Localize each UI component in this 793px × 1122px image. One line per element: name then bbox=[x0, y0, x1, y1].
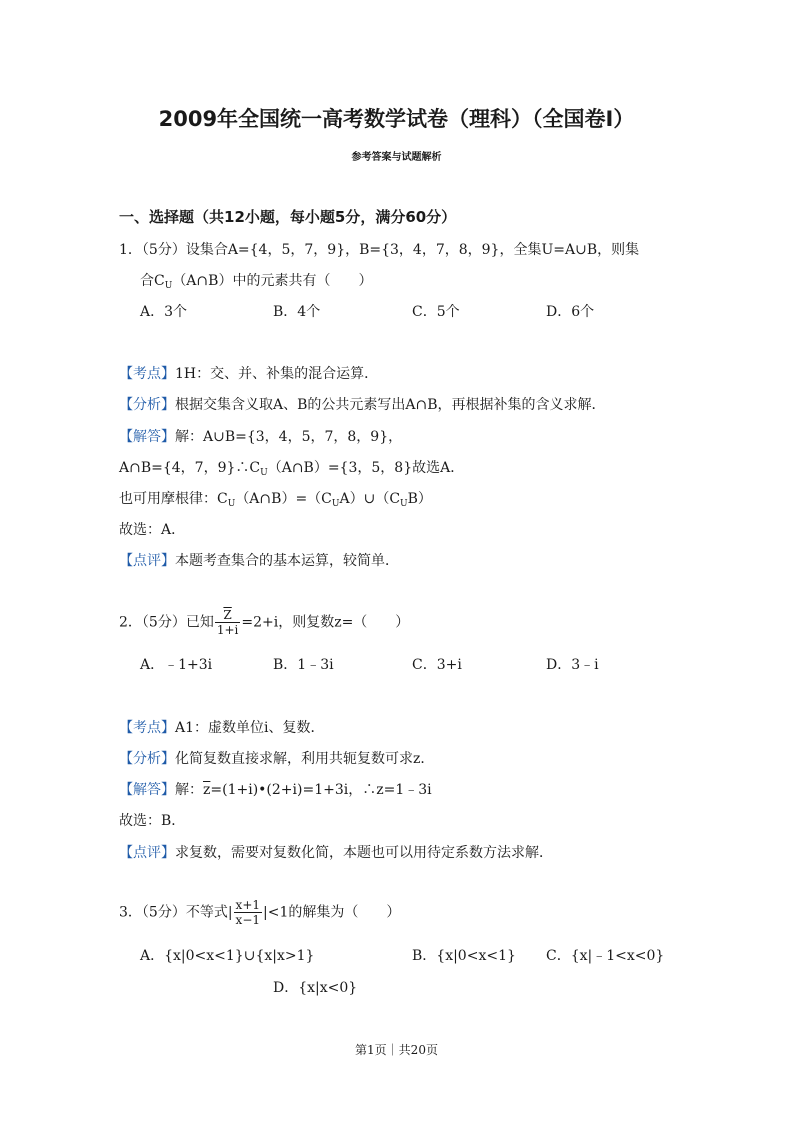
q1-solution-line2: A∩B={4，7，$9\}\therefore C_U(A\cap B)=\{3$，5，8}故选A． bbox=[119, 460, 465, 478]
kaodian-tag: 【考点】 bbox=[119, 720, 175, 736]
jieda-tag: 【解答】 bbox=[119, 429, 175, 445]
q3-fraction: $\frac{x+1}{x-1}$ bbox=[235, 898, 261, 927]
page-footer: 第1页｜共20页 bbox=[355, 1043, 438, 1057]
section-heading: 一、选择题（共12小题，每小题5分，满分60分） bbox=[119, 208, 457, 226]
q1-option-d: D．6个 bbox=[546, 304, 595, 320]
q3-option-d: D．{x|x<0} bbox=[273, 980, 358, 996]
q1-kaodian: 【考点】1H：交、并、补集的混合运算． bbox=[119, 366, 379, 382]
q1-option-c: C．5个 bbox=[412, 304, 460, 320]
jieda-tag: 【解答】 bbox=[119, 782, 175, 798]
q1-dianping: 【点评】本题考查集合的基本运算，较简单． bbox=[119, 553, 399, 569]
q1-solution-line4: 故选：A． bbox=[119, 522, 186, 538]
q2-fraction: $\frac{\overline{Z}}{1+i}$ bbox=[216, 608, 239, 637]
q2-fenxi: 【分析】化简复数直接求解，利用共轭复数可求z． bbox=[119, 751, 435, 767]
q3-option-c: C．{x|﹣1<x<0} bbox=[546, 948, 665, 964]
q2-dianping: 【点评】求复数，需要对复数化简，本题也可以用待定系数方法求解． bbox=[119, 845, 553, 861]
document-title: 2009年全国统一高考数学试卷（理科）（全国卷Ⅰ） bbox=[158, 107, 635, 131]
q2-option-b: B．1﹣3i bbox=[273, 657, 334, 673]
q2-option-a: A．﹣1+3i bbox=[140, 657, 213, 673]
q1-fenxi: 【分析】根据交集含义取A、B的公共元素写出A∩B，再根据补集的含义求解． bbox=[119, 397, 606, 413]
q1-stem-line1: 1．（5分）设集合A={4，5，7，9}，B={3，4，7，8，9}，全集U=A∪B，则集 bbox=[119, 242, 640, 258]
dianping-tag: 【点评】 bbox=[119, 553, 175, 569]
fenxi-tag: 【分析】 bbox=[119, 397, 175, 413]
q2-option-c: C．3+i bbox=[412, 657, 462, 673]
q2-stem: 2．（5分）已知 $\frac{\overline{Z}}{1+i}$ =2+i，则复数z=（ ） bbox=[119, 608, 410, 637]
q1-option-b: B．4个 bbox=[273, 304, 321, 320]
q2-jieda: 【解答】解：$\overline{z}=(1+i)•(2+i)=1+3i$，∴z=1﹣3i bbox=[119, 782, 432, 798]
q1-solution-line3: 也可用摩根律：$C_U(A\cap B)=(C_UA)\cup(C_UB)$ bbox=[119, 491, 432, 509]
q1-stem-line2: 合$C_U(A\cap B)$中的元素共有（ ） bbox=[140, 273, 373, 291]
q1-jieda: 【解答】解：A∪B={3，4，5，7，8，9}， bbox=[119, 429, 403, 445]
q3-stem: 3．（5分）不等式| $\frac{x+1}{x-1}$ |<1的解集为（ ） bbox=[119, 898, 401, 927]
q1-option-a: A．3个 bbox=[140, 304, 188, 320]
dianping-tag: 【点评】 bbox=[119, 845, 175, 861]
q2-option-d: D．3﹣i bbox=[546, 657, 599, 673]
fenxi-tag: 【分析】 bbox=[119, 751, 175, 767]
kaodian-tag: 【考点】 bbox=[119, 366, 175, 382]
document-subtitle: 参考答案与试题解析 bbox=[351, 152, 442, 163]
q3-option-a: A．{x|0<x<1}∪{x|x>1} bbox=[140, 948, 315, 964]
q2-solution-line2: 故选：B． bbox=[119, 813, 186, 829]
q3-option-b: B．{x|0<x<1} bbox=[412, 948, 516, 964]
q2-kaodian: 【考点】A1：虚数单位i、复数． bbox=[119, 720, 325, 736]
